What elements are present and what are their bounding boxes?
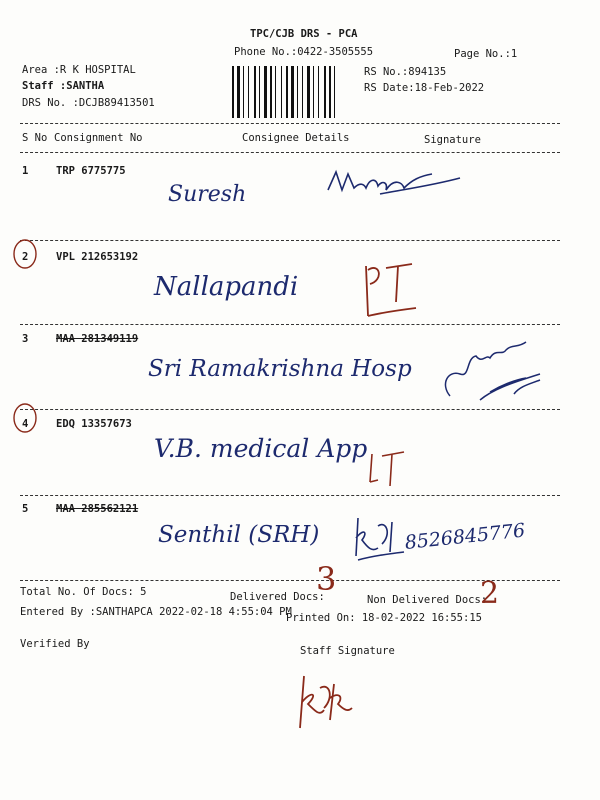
row-consignment: MAA 285562121 — [56, 503, 139, 515]
barcode-bar — [304, 66, 306, 118]
column-header-consignee: Consignee Details — [242, 132, 350, 144]
page-number: Page No.:1 — [454, 48, 518, 60]
row-sno: 1 — [22, 165, 29, 177]
barcode-bar — [241, 66, 242, 118]
column-header-consignment: Consignment No — [54, 132, 143, 144]
barcode-bar — [289, 66, 290, 118]
barcode-bar — [336, 66, 339, 118]
barcode-bar — [264, 66, 267, 118]
divider — [20, 580, 560, 581]
document-title: TPC/CJB DRS - PCA — [250, 28, 358, 40]
verified-by: Verified By — [20, 638, 90, 650]
barcode-bar — [313, 66, 314, 118]
barcode-bar — [318, 66, 319, 118]
non-delivered-docs-handwritten: 2 — [480, 576, 500, 611]
signature-icon — [364, 446, 410, 492]
divider — [20, 152, 560, 153]
barcode-bar — [297, 66, 298, 118]
row-consignee-handwritten: Suresh — [168, 182, 247, 207]
barcode-bar — [320, 66, 323, 118]
divider — [20, 495, 560, 496]
signature-icon — [360, 256, 420, 322]
delivered-docs-handwritten: 3 — [316, 560, 337, 598]
barcode-bar — [283, 66, 285, 118]
barcode-bar — [275, 66, 276, 118]
barcode-bar — [327, 66, 328, 118]
barcode-bar — [237, 66, 240, 118]
barcode-bar — [235, 66, 236, 118]
printed-on: Printed On: 18-02-2022 16:55:15 — [286, 612, 482, 624]
barcode-bar — [245, 66, 247, 118]
area-label: Area :R K HOSPITAL — [22, 64, 136, 76]
barcode-bar — [291, 66, 294, 118]
row-consignee-handwritten: Sri Ramakrishna Hosp — [148, 356, 412, 382]
barcode-bar — [324, 66, 326, 118]
barcode-bar — [334, 66, 335, 118]
barcode-bar — [329, 66, 331, 118]
barcode-bar — [250, 66, 253, 118]
row-sno: 2 — [22, 251, 29, 263]
barcode-bar — [261, 66, 263, 118]
barcode-bar — [243, 66, 244, 118]
barcode-bar — [254, 66, 256, 118]
barcode-bar — [302, 66, 303, 118]
barcode-bar — [332, 66, 333, 118]
delivered-docs-label: Delivered Docs: — [230, 591, 325, 603]
barcode-bar — [257, 66, 258, 118]
row-sno: 5 — [22, 503, 29, 515]
entered-by: Entered By :SANTHAPCA 2022-02-18 4:55:04 PM — [20, 606, 292, 618]
barcode-bar — [299, 66, 301, 118]
signature-icon — [348, 508, 408, 568]
barcode-bar — [232, 66, 234, 118]
rs-number: RS No.:894135 — [364, 66, 447, 78]
barcode-bar — [281, 66, 282, 118]
divider — [20, 240, 560, 241]
phone-number: Phone No.:0422-3505555 — [234, 46, 374, 58]
divider — [20, 409, 560, 410]
row-sno: 4 — [22, 418, 29, 430]
barcode-bar — [277, 66, 280, 118]
row-sno: 3 — [22, 333, 29, 345]
row-consignee-handwritten: V.B. medical App — [154, 434, 368, 463]
row-signature-note: 8526845776 — [403, 519, 527, 554]
barcode-icon — [232, 66, 350, 118]
staff-label: Staff :SANTHA — [22, 80, 105, 92]
barcode-bar — [273, 66, 274, 118]
row-consignment: VPL 212653192 — [56, 251, 139, 263]
barcode-bar — [268, 66, 269, 118]
row-consignee-handwritten: Nallapandi — [154, 272, 299, 302]
barcode-bar — [259, 66, 260, 118]
total-docs: Total No. Of Docs: 5 — [20, 586, 147, 598]
barcode-bar — [270, 66, 272, 118]
rs-date: RS Date:18-Feb-2022 — [364, 82, 485, 94]
barcode-bar — [248, 66, 249, 118]
staff-signature-icon — [290, 668, 360, 738]
barcode-bar — [286, 66, 288, 118]
row-consignment: EDQ 13357673 — [56, 418, 132, 430]
row-consignee-handwritten: Senthil (SRH) — [158, 522, 320, 548]
barcode-bar — [315, 66, 317, 118]
signature-icon — [430, 334, 560, 410]
row-consignment: MAA 281349119 — [56, 333, 139, 345]
drs-number: DRS No. :DCJB89413501 — [22, 97, 155, 109]
barcode-bar — [295, 66, 296, 118]
staff-signature-label: Staff Signature — [300, 645, 395, 657]
column-header-signature: Signature — [424, 134, 481, 146]
row-consignment: TRP 6775775 — [56, 165, 126, 177]
barcode-bar — [307, 66, 310, 118]
non-delivered-docs-label: Non Delivered Docs: — [367, 594, 488, 606]
column-header-sno: S No — [22, 132, 48, 144]
signature-icon — [320, 160, 480, 210]
divider — [20, 123, 560, 124]
barcode-bar — [311, 66, 312, 118]
divider — [20, 324, 560, 325]
